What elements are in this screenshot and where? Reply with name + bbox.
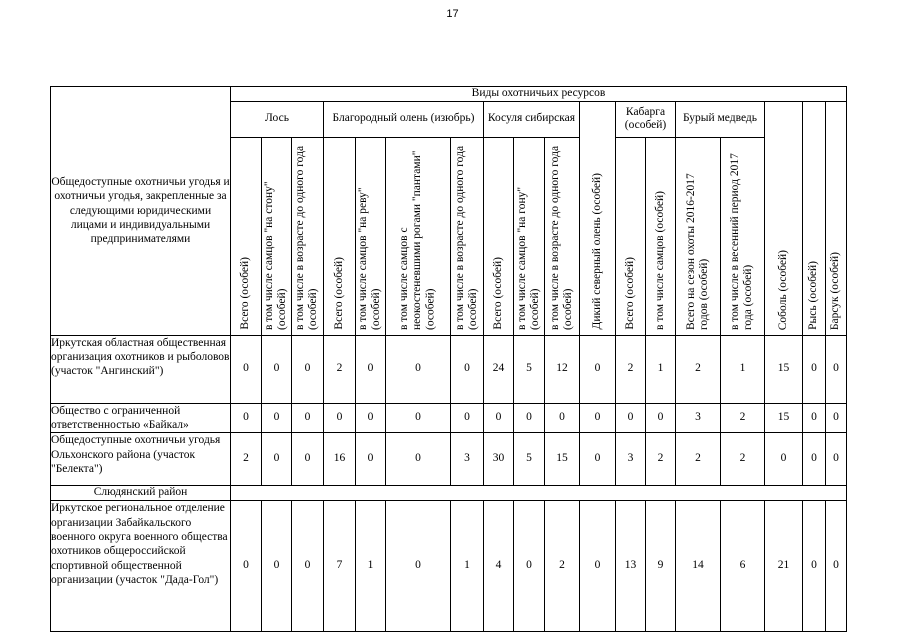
col-header-sable: Соболь (особей) bbox=[765, 101, 803, 335]
cell: 0 bbox=[231, 335, 262, 403]
col-header: Всего на сезон охоты 2016-2017 годов (особей) bbox=[676, 137, 721, 335]
cell: 0 bbox=[826, 501, 847, 632]
cell: 24 bbox=[484, 335, 514, 403]
cell: 4 bbox=[484, 501, 514, 632]
row-name: Общество с ограниченной ответственностью «Байкал» bbox=[51, 403, 231, 433]
row-name: Иркутская областная общественная организация охотников и рыболовов (участок "Ангинский") bbox=[51, 335, 231, 403]
cell: 0 bbox=[803, 335, 826, 403]
cell: 0 bbox=[580, 433, 616, 486]
cell: 0 bbox=[292, 335, 324, 403]
cell: 0 bbox=[262, 403, 292, 433]
cell: 5 bbox=[514, 433, 545, 486]
cell: 0 bbox=[580, 335, 616, 403]
col-header: в том числе в весенний период 2017 года (особей) bbox=[721, 137, 765, 335]
cell: 0 bbox=[356, 433, 386, 486]
cell: 0 bbox=[386, 433, 451, 486]
cell: 0 bbox=[262, 501, 292, 632]
cell: 3 bbox=[676, 403, 721, 433]
group-brown-bear: Бурый медведь bbox=[676, 101, 765, 137]
col-header: Всего (особей) bbox=[484, 137, 514, 335]
cell: 30 bbox=[484, 433, 514, 486]
col-header: в том числе самцов (особей) bbox=[646, 137, 676, 335]
cell: 0 bbox=[356, 335, 386, 403]
cell: 3 bbox=[616, 433, 646, 486]
col-header: в том числе в возрасте до одного года (особей) bbox=[545, 137, 580, 335]
cell: 9 bbox=[646, 501, 676, 632]
cell: 0 bbox=[262, 335, 292, 403]
table-row bbox=[51, 403, 847, 433]
cell: 1 bbox=[356, 501, 386, 632]
cell: 0 bbox=[386, 501, 451, 632]
cell: 2 bbox=[721, 403, 765, 433]
cell: 1 bbox=[451, 501, 484, 632]
cell: 6 bbox=[721, 501, 765, 632]
table-row bbox=[51, 433, 847, 486]
row-name: Иркутское региональное отделение организации Забайкальского военного округа военного общества охотников общероссийской спортивной общественной организации (участок "Дада-Гол") bbox=[51, 501, 231, 632]
col-header: Всего (особей) bbox=[616, 137, 646, 335]
col-header: в том числе самцов "на реву" (особей) bbox=[356, 137, 386, 335]
cell: 5 bbox=[514, 335, 545, 403]
cell: 7 bbox=[324, 501, 356, 632]
col-header-reindeer: Дикий северный олень (особей) bbox=[580, 101, 616, 335]
cell: 0 bbox=[324, 403, 356, 433]
cell: 1 bbox=[646, 335, 676, 403]
district-row-blank bbox=[231, 486, 847, 501]
col-header: Всего (особей) bbox=[231, 137, 262, 335]
col-header: в том числе в возрасте до одного года (особей) bbox=[292, 137, 324, 335]
cell: 0 bbox=[484, 403, 514, 433]
cell: 0 bbox=[514, 501, 545, 632]
cell: 0 bbox=[292, 403, 324, 433]
cell: 0 bbox=[451, 403, 484, 433]
cell: 0 bbox=[765, 433, 803, 486]
cell: 0 bbox=[386, 335, 451, 403]
district-name: Слюдянский район bbox=[51, 486, 231, 501]
col-header-lynx: Рысь (особей) bbox=[803, 101, 826, 335]
table-row bbox=[51, 501, 847, 632]
cell: 13 bbox=[616, 501, 646, 632]
group-musk-deer: Кабарга (особей) bbox=[616, 101, 676, 137]
resources-title: Виды охотничьих ресурсов bbox=[231, 87, 847, 102]
cell: 0 bbox=[580, 501, 616, 632]
cell: 0 bbox=[826, 433, 847, 486]
cell: 15 bbox=[545, 433, 580, 486]
cell: 0 bbox=[514, 403, 545, 433]
cell: 0 bbox=[231, 501, 262, 632]
cell: 0 bbox=[803, 403, 826, 433]
cell: 0 bbox=[826, 335, 847, 403]
cell: 21 bbox=[765, 501, 803, 632]
cell: 3 bbox=[451, 433, 484, 486]
cell: 0 bbox=[826, 403, 847, 433]
cell: 15 bbox=[765, 403, 803, 433]
cell: 0 bbox=[451, 335, 484, 403]
cell: 2 bbox=[231, 433, 262, 486]
group-red-deer: Благородный олень (изюбрь) bbox=[324, 101, 484, 137]
cell: 0 bbox=[356, 403, 386, 433]
cell: 14 bbox=[676, 501, 721, 632]
col-header: в том числе в возрасте до одного года (особей) bbox=[451, 137, 484, 335]
cell: 0 bbox=[803, 433, 826, 486]
cell: 2 bbox=[676, 433, 721, 486]
cell: 0 bbox=[646, 403, 676, 433]
org-column-header: Общедоступные охотничьи угодья и охотничьи угодья, закрепленные за следующими юридическими лицами и индивидуальными предпринимателями bbox=[51, 87, 231, 336]
cell: 15 bbox=[765, 335, 803, 403]
cell: 2 bbox=[324, 335, 356, 403]
hunting-resources-table bbox=[50, 86, 847, 632]
cell: 0 bbox=[803, 501, 826, 632]
cell: 2 bbox=[616, 335, 646, 403]
page-number: 17 bbox=[446, 8, 459, 20]
cell: 0 bbox=[292, 501, 324, 632]
row-name: Общедоступные охотничьи угодья Ольхонского района (участок "Белекта") bbox=[51, 433, 231, 486]
cell: 1 bbox=[721, 335, 765, 403]
cell: 2 bbox=[721, 433, 765, 486]
cell: 0 bbox=[386, 403, 451, 433]
group-roe-deer: Косуля сибирская bbox=[484, 101, 580, 137]
cell: 0 bbox=[262, 433, 292, 486]
cell: 2 bbox=[545, 501, 580, 632]
col-header: в том числе самцов "на гону" (особей) bbox=[514, 137, 545, 335]
cell: 0 bbox=[616, 403, 646, 433]
cell: 2 bbox=[676, 335, 721, 403]
cell: 0 bbox=[580, 403, 616, 433]
group-moose: Лось bbox=[231, 101, 324, 137]
col-header-badger: Барсук (особей) bbox=[826, 101, 847, 335]
col-header: Всего (особей) bbox=[324, 137, 356, 335]
col-header: в том числе самцов "на стону" (особей) bbox=[262, 137, 292, 335]
cell: 0 bbox=[545, 403, 580, 433]
table-row bbox=[51, 335, 847, 403]
cell: 0 bbox=[231, 403, 262, 433]
cell: 0 bbox=[292, 433, 324, 486]
cell: 16 bbox=[324, 433, 356, 486]
cell: 12 bbox=[545, 335, 580, 403]
cell: 2 bbox=[646, 433, 676, 486]
col-header: в том числе самцов с неокостеневшими рогами "пантами" (особей) bbox=[386, 137, 451, 335]
district-row bbox=[51, 486, 847, 501]
